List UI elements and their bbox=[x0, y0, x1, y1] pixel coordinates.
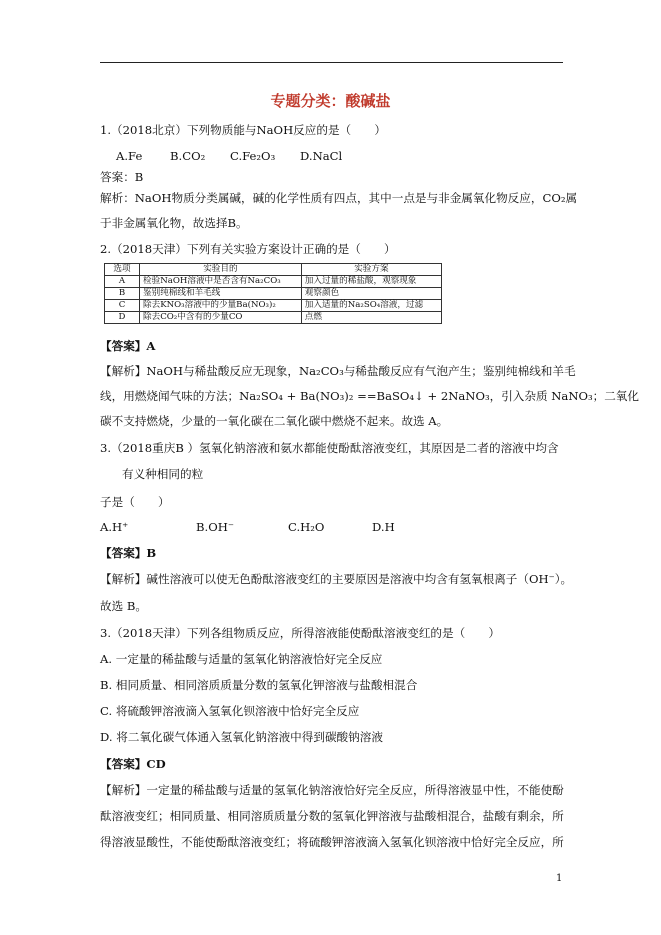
q2-row-c-purpose: 除去KNO₃溶液中的少量Ba(NO₃)₂ bbox=[140, 300, 302, 312]
q2-explain-line-3: 碳不支持燃烧，少量的一氧化碳在二氧化碳中燃烧不起来。故选 A。 bbox=[100, 414, 449, 428]
q3a-answer: 【答案】B bbox=[100, 546, 157, 560]
header-rule bbox=[100, 62, 563, 63]
q3b-explain-line-3: 得溶液显酸性，不能使酚酞溶液变红；将硫酸钾溶液滴入氢氧化钡溶液中恰好完全反应，所 bbox=[100, 835, 564, 849]
page-title: 专题分类：酸碱盐 bbox=[270, 92, 391, 110]
table-row bbox=[105, 288, 442, 300]
table-row bbox=[105, 276, 442, 288]
q1-stem: 1.（2018北京）下列物质能与NaOH反应的是（ ） bbox=[100, 123, 386, 137]
q3b-option-a: A. 一定量的稀盐酸与适量的氢氧化钠溶液恰好完全反应 bbox=[100, 652, 383, 666]
q1-explain-line-2: 于非金属氧化物，故选择B。 bbox=[100, 216, 248, 230]
q2-row-d-option: D bbox=[105, 312, 140, 324]
q3b-stem: 3.（2018天津）下列各组物质反应，所得溶液能使酚酞溶液变红的是（ ） bbox=[100, 626, 500, 640]
q3a-option-c: C.H₂O bbox=[288, 520, 325, 534]
q3a-option-b: B.OH⁻ bbox=[196, 520, 234, 534]
q3b-option-b: B. 相同质量、相同溶质质量分数的氢氧化钾溶液与盐酸相混合 bbox=[100, 678, 418, 692]
q2-row-a-purpose: 检验NaOH溶液中是否含有Na₂CO₃ bbox=[140, 276, 302, 288]
q3a-explain-line-1: 【解析】碱性溶液可以使无色酚酞溶液变红的主要原因是溶液中均含有氢氧根离子（OH⁻）。 bbox=[100, 572, 573, 586]
q2-answer: 【答案】A bbox=[100, 339, 156, 353]
table-row bbox=[105, 300, 442, 312]
q2-row-c-scheme: 加入适量的Na₂SO₄溶液，过滤 bbox=[301, 300, 441, 312]
q3a-stem-line-3: 子是（ ） bbox=[100, 495, 170, 509]
q2-row-b-purpose: 鉴别纯棉线和羊毛线 bbox=[140, 288, 302, 300]
q1-answer: 答案：B bbox=[100, 170, 144, 184]
q3a-explain-line-2: 故选 B。 bbox=[100, 599, 147, 613]
q3b-explain-line-1: 【解析】一定量的稀盐酸与适量的氢氧化钠溶液恰好完全反应，所得溶液显中性，不能使酚 bbox=[100, 783, 564, 797]
q3b-answer: 【答案】CD bbox=[100, 757, 166, 771]
q2-header-purpose: 实验目的 bbox=[140, 264, 302, 276]
q3a-option-d: D.H bbox=[372, 520, 395, 534]
q2-row-a-scheme: 加入过量的稀盐酸，观察现象 bbox=[301, 276, 441, 288]
table-row bbox=[105, 312, 442, 324]
q2-row-d-purpose: 除去CO₂中含有的少量CO bbox=[140, 312, 302, 324]
q2-row-c-option: C bbox=[105, 300, 140, 312]
q3a-option-a: A.H⁺ bbox=[100, 520, 129, 534]
page-number: 1 bbox=[556, 873, 563, 884]
q2-header-scheme: 实验方案 bbox=[301, 264, 441, 276]
q2-row-d-scheme: 点燃 bbox=[301, 312, 441, 324]
q1-explain-line-1: 解析：NaOH物质分类属碱，碱的化学性质有四点，其中一点是与非金属氧化物反应，CO₂属 bbox=[100, 191, 578, 205]
q2-explain-line-2: 线，用燃烧闻气味的方法；Na₂SO₄ + Ba(NO₃)₂ ==BaSO₄↓ + 2NaNO₃，引入杂质 NaNO₃；二氧化 bbox=[100, 389, 639, 403]
q1-option-d: D.NaCl bbox=[300, 149, 343, 163]
q3b-option-d: D. 将二氧化碳气体通入氢氧化钠溶液中得到碳酸钠溶液 bbox=[100, 730, 383, 744]
q2-row-a-option: A bbox=[105, 276, 140, 288]
q3a-stem-line-2: 有义种相同的粒 bbox=[122, 467, 204, 481]
q1-option-c: C.Fe₂O₃ bbox=[230, 149, 276, 163]
q3a-stem-line-1: 3.（2018重庆B ）氢氧化钠溶液和氨水都能使酚酞溶液变红，其原因是二者的溶液中均含 bbox=[100, 441, 559, 455]
q2-explain-line-1: 【解析】NaOH与稀盐酸反应无现象，Na₂CO₃与稀盐酸反应有气泡产生；鉴别纯棉线和羊毛 bbox=[100, 364, 576, 378]
q1-option-a: A.Fe bbox=[116, 149, 143, 163]
q2-row-b-scheme: 观察颜色 bbox=[301, 288, 441, 300]
q2-table bbox=[104, 263, 442, 324]
q2-table-header bbox=[105, 264, 442, 276]
q3b-option-c: C. 将硫酸钾溶液滴入氢氧化钡溶液中恰好完全反应 bbox=[100, 704, 360, 718]
q2-row-b-option: B bbox=[105, 288, 140, 300]
q2-stem: 2.（2018天津）下列有关实验方案设计正确的是（ ） bbox=[100, 242, 396, 256]
q2-header-option: 选项 bbox=[105, 264, 140, 276]
q3b-explain-line-2: 酞溶液变红；相同质量、相同溶质质量分数的氢氧化钾溶液与盐酸相混合，盐酸有剩余，所 bbox=[100, 809, 564, 823]
q1-option-b: B.CO₂ bbox=[170, 149, 206, 163]
